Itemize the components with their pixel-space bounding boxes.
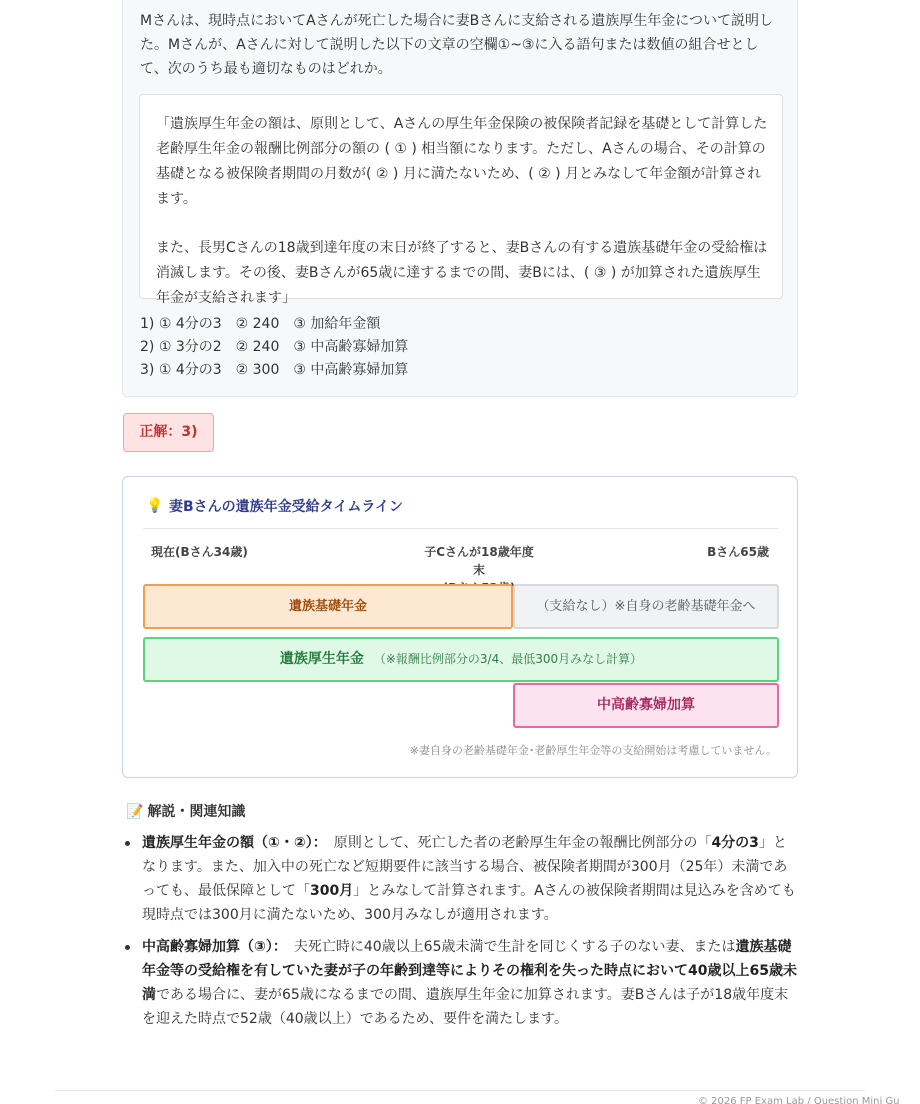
- explanation-text: 」とみなして計算されます。Aさんの被保険者期間は見込みを含めても現時点では300月に満たないため、300月みなしが適用されます。: [142, 883, 796, 923]
- explanation-text: 夫死亡時に40歳以上65歳未満で生計を同じくする子のない妻、または: [293, 939, 736, 955]
- explanation-text: である場合に、妻が65歳になるまでの間、遺族厚生年金に加算されます。妻Bさんは子が18歳年度末を迎えた時点で52歳（40歳以上）であるため、要件を満たします。: [142, 987, 789, 1027]
- bar-widow-addition: 中高齢寡婦加算: [513, 683, 779, 728]
- timeline-title: 妻Bさんの遺族年金受給タイムライン: [169, 499, 403, 515]
- bar-no-payment: （支給なし）※自身の老齢基礎年金へ: [513, 584, 779, 629]
- answer-options: [140, 313, 408, 382]
- explanation-heading: [126, 801, 245, 823]
- explanation-bold: 4分の3: [711, 835, 759, 851]
- option-1: 1) ① 4分の3 ② 240 ③ 加給年金額: [140, 316, 381, 332]
- explanation-bold: 300月: [310, 883, 354, 899]
- quote-text: [156, 112, 768, 311]
- explanation-text: 原則として、死亡した者の老齢厚生年金の報酬比例部分の「: [333, 835, 712, 851]
- explanation-text: 」となります。また、加入中の死亡など短期要件に該当する場合、被保険者期間が300月（25年）未満であっても、最低保障として「: [142, 835, 788, 899]
- explanation-item-2: [142, 935, 798, 1031]
- bar-kosei-sublabel: （※報酬比例部分の3/4、最低300月みなし計算）: [373, 652, 643, 666]
- bar-survivor-employee-pension: [143, 637, 779, 682]
- timeline-label-mid-line1: 子Cさんが18歳年度末: [424, 545, 534, 577]
- option-2: 2) ① 3分の2 ② 240 ③ 中高齢寡婦加算: [140, 339, 409, 355]
- timeline-header: [143, 497, 779, 529]
- question-card: [122, 0, 798, 397]
- explanation-item-1: [142, 831, 798, 927]
- footer-divider: [55, 1090, 865, 1091]
- timeline-label-end: Bさん65歳: [707, 545, 769, 559]
- lightbulb-icon: 💡: [146, 498, 164, 514]
- explanation-item-1-title: 遺族厚生年金の額（①・②）：: [142, 835, 320, 851]
- timeline-card: [122, 476, 798, 778]
- explanation-heading-text: 解説・関連知識: [147, 804, 246, 820]
- quote-paragraph-1: 「遺族厚生年金の額は、原則として、Aさんの厚生年金保険の被保険者記録を基礎として計算した老齢厚生年金の報酬比例部分の額の ( ① ) 相当額になります。ただし、Aさんの場合、その計算の基礎となる被保険者期間の月数が( ② ) 月に満たないため、( ② ) 月とみなして年金額が計算されます。: [156, 116, 768, 207]
- bar-survivor-basic-pension: 遺族基礎年金: [143, 584, 513, 629]
- timeline-note: ※妻自身の老齢基礎年金･老齢厚生年金等の支給開始は考慮していません。: [409, 744, 777, 757]
- explanation-list: [142, 831, 798, 1031]
- quote-box: [139, 94, 783, 306]
- memo-icon: 📝: [126, 804, 144, 820]
- option-3: 3) ① 4分の3 ② 300 ③ 中高齢寡婦加算: [140, 362, 409, 378]
- footer-text: © 2026 FP Exam Lab / Question Mini Gu: [698, 1096, 900, 1104]
- question-text: Mさんは、現時点においてAさんが死亡した場合に妻Bさんに支給される遺族厚生年金について説明した。Mさんが、Aさんに対して説明した以下の文章の空欄①~③に入る語句または数値の組合せとして、次のうち最も適切なものはどれか。: [140, 13, 773, 77]
- quote-paragraph-2: また、長男Cさんの18歳到達年度の末日が終了すると、妻Bさんの有する遺族基礎年金の受給権は消滅します。その後、妻Bさんが65歳に達するまでの間、妻Bには、( ③ ) が加算された遺族厚生年金が支給されます」: [156, 240, 768, 306]
- bar-kosei-label: 遺族厚生年金: [279, 651, 364, 667]
- explanation-bold: 遺族基礎年金等の受給権を有していた妻が子の年齢到達等によりその権利を失った時点において40歳以上65歳未満: [142, 939, 797, 1003]
- timeline-label-start: 現在(Bさん34歳): [151, 545, 248, 559]
- explanation-item-2-title: 中高齢寡婦加算（③）：: [142, 939, 280, 955]
- correct-answer-badge: 正解：3): [123, 413, 214, 452]
